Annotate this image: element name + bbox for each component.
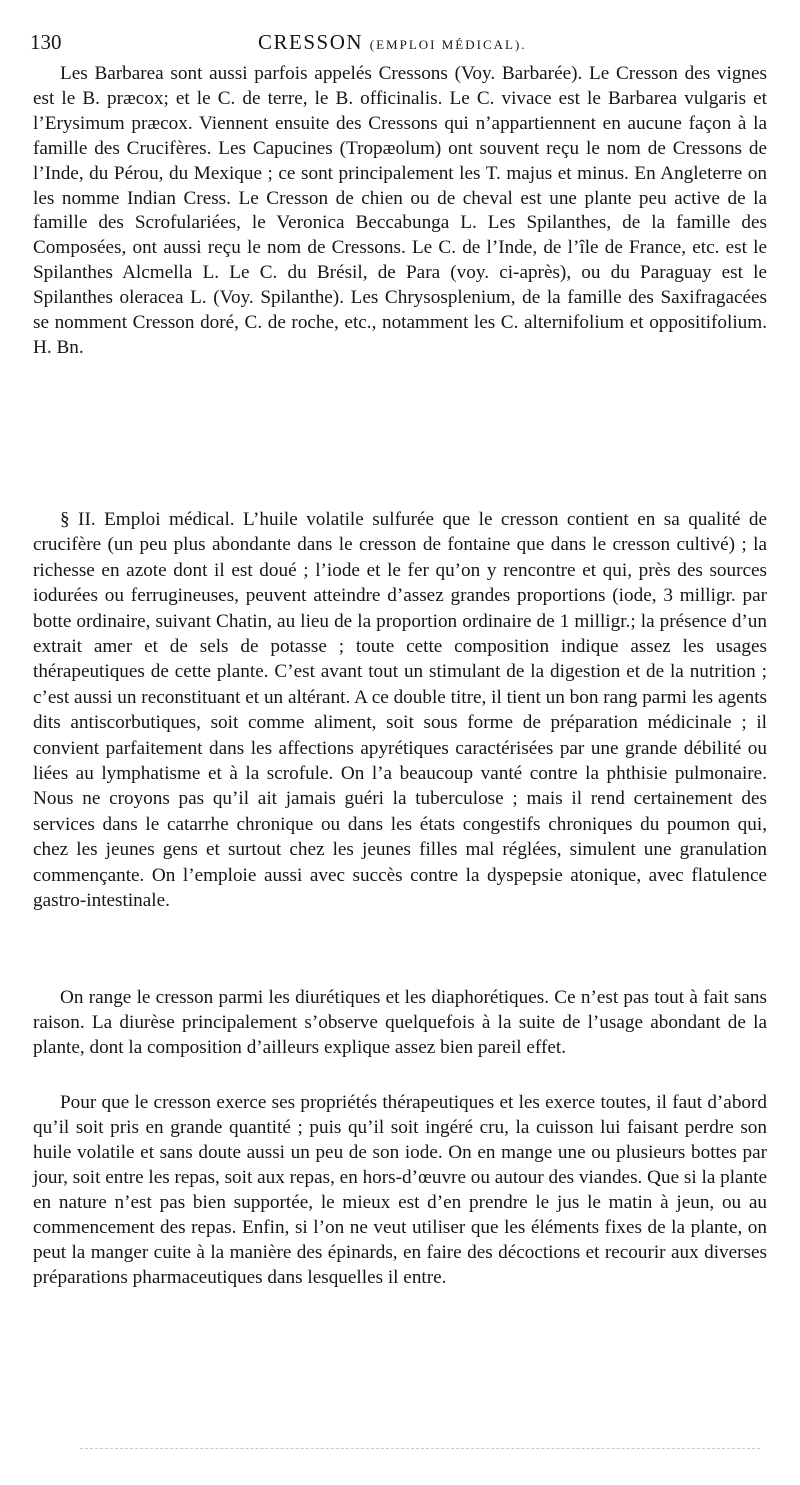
- paragraph-emploi-medical: § II. Emploi médical. L’huile volatile sulfurée que le cresson contient en sa qualité de crucifère (un peu plus abondante dans le cresson de fontaine que dans le cresson cultivé) ; la richesse en azote dont il est doué ; l’iode et le fer qu’on y rencontre et qui, près des sources iodurées ou ferrugineuses, peuvent atteindre d’assez grandes proportions (iode, 3 milligr. par botte ordinaire, suivant Chatin, au lieu de la proportion ordinaire de 1 milligr.; la présence d’un extrait amer et de sels de potasse ; toute cette composition indique assez les usages thérapeutiques de cette plante. C’est avant tout un stimulant de la digestion et de la nutrition ; c’est aussi un reconstituant et un altérant. A ce double titre, il tient un bon rang parmi les agents dits antiscorbutiques, soit comme aliment, soit sous forme de préparation médicinale ; il convient parfaitement dans les affections apyrétiques caractérisées par une grande débilité ou liées au lymphatisme et à la scrofule. On l’a beaucoup vanté contre la phthisie pulmonaire. Nous ne croyons pas qu’il ait jamais guéri la tuberculose ; mais il rend certainement des services dans le catarrhe chronique ou dans les états congestifs chroniques du poumon qui, chez les jeunes gens et surtout chez les jeunes filles mal réglées, simulent une granulation commençante. On l’emploie aussi avec succès contre la dyspepsie atonique, avec flatulence gastro-intestinale.: [33, 509, 767, 912]
- paragraph-administration: Pour que le cresson exerce ses propriétés thérapeutiques et les exerce toutes, il faut d’abord qu’il soit pris en grande quantité ; puis qu’il soit ingéré cru, la cuisson lui faisant perdre son huile volatile et sans doute aussi un peu de son iode. On en mange une ou plusieurs bottes par jour, soit entre les repas, soit aux repas, en hors-d’œuvre ou autour des viandes. Que si la plante en nature n’est pas bien supportée, le mieux est d’en prendre le jus le matin à jeun, ou au commencement des repas. Enfin, si l’on ne veut utiliser que les éléments fixes de la plante, on peut la manger cuite à la manière des épinards, en faire des décoctions et recourir aux diverses préparations pharmaceutiques dans lesquelles il entre.: [33, 1092, 768, 1288]
- page-bottom-marks: [80, 1448, 760, 1450]
- running-head-subtitle: (EMPLOI MÉDICAL).: [369, 37, 527, 52]
- paragraph-botanical-synonyms: Les Barbarea sont aussi parfois appelés Cressons (Voy. Barbarée). Le Cresson des vignes est le B. præcox; et le C. de terre, le B. officinalis. Le C. vivace est le Barbarea vulgaris et l’Erysimum præcox. Viennent ensuite des Cressons qui n’appartiennent en aucune façon à la famille des Crucifères. Les Capucines (Tropæolum) ont souvent reçu le nom de Cressons de l’Inde, du Pérou, du Mexique ; ce sont principalement les T. majus et minus. En Angleterre on les nomme Indian Cress. Le Cresson de chien ou de cheval est une plante peu active de la famille des Scrofulariées, le Veronica Beccabunga L. Les Spilanthes, de la famille des Composées, ont aussi reçu le nom de Cressons. Le C. de l’Inde, de l’île de France, etc. est le Spilanthes Alcmella L. Le C. du Brésil, de Para (voy. ci-après), ou du Paraguay est le Spilanthes oleracea L. (Voy. Spilanthe). Les Chrysosplenium, de la famille des Saxifragacées se nomment Cresson doré, C. de roche, etc., notamment les C. alternifolium et oppositifolium. H. Bn.: [33, 63, 767, 358]
- page-header: [30, 30, 770, 60]
- running-head-title: CRESSON: [258, 30, 364, 54]
- paragraph-diuretiques: On range le cresson parmi les diurétiques et les diaphorétiques. Ce n’est pas tout à fait sans raison. La diurèse principalement s’observe quelquefois à la suite de l’usage abondant de la plante, dont la composition d’ailleurs explique assez bien pareil effet.: [33, 987, 767, 1058]
- page-number: 130: [30, 30, 62, 54]
- running-head: [258, 30, 527, 55]
